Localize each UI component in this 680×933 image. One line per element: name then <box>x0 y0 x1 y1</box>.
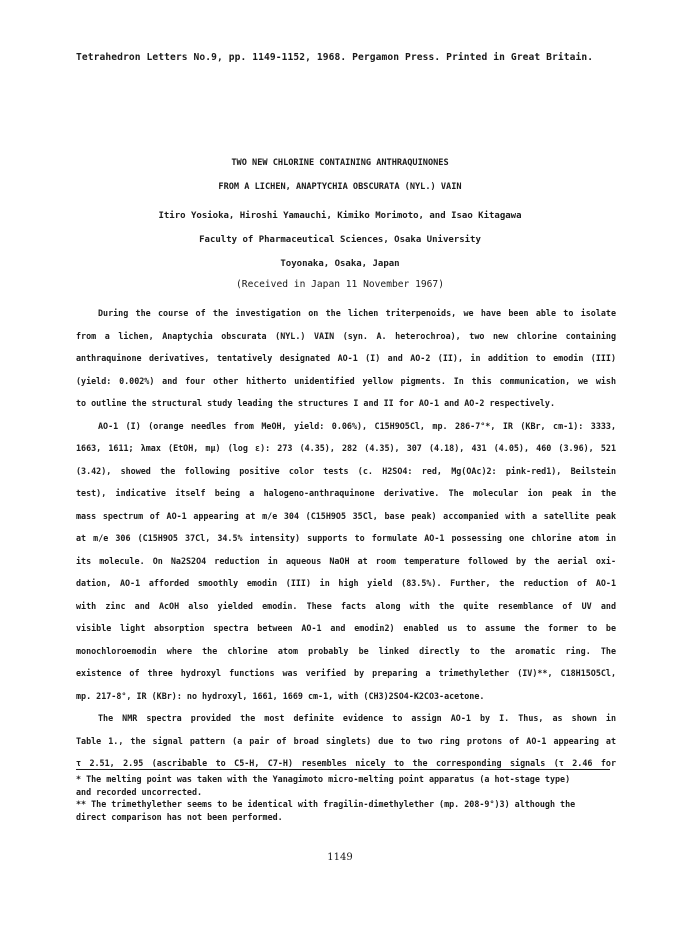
title-line-1: TWO NEW CHLORINE CONTAINING ANTHRAQUINONES <box>231 158 449 168</box>
body-line: Table 1., the signal pattern (a pair of broad singlets) due to two ring protons of AO-1 appearing at <box>76 735 616 746</box>
title-line-2: FROM A LICHEN, ANAPTYCHIA OBSCURATA (NYL.) VAIN <box>218 182 462 192</box>
location: Toyonaka, Osaka, Japan <box>280 259 400 269</box>
body-line: from a lichen, Anaptychia obscurata (NYL.) VAIN (syn. A. heterochroa), two new chlorine containing <box>76 330 616 341</box>
page-number: 1149 <box>327 852 353 863</box>
body-line: its molecule. On Na2S2O4 reduction in aqueous NaOH at room temperature followed by the aerial oxi- <box>76 555 616 566</box>
body-line: existence of three hydroxyl functions was verified by preparing a trimethylether (IV)**, C18H15O5Cl, <box>76 668 616 678</box>
footnotes <box>76 773 616 823</box>
body-line: During the course of the investigation on the lichen triterpenoids, we have been able to isolate <box>98 308 616 318</box>
body-line: (yield: 0.002%) and four other hitherto unidentified yellow pigments. In this communication, we wish <box>76 375 616 386</box>
body-line: AO-1 (I) (orange needles from MeOH, yield: 0.06%), C15H9O5Cl, mp. 286-7°*, IR (KBr, cm-1): 3333, <box>98 420 616 431</box>
body-line: mass spectrum of AO-1 appearing at m/e 304 (C15H9O5 35Cl, base peak) accompanied with a satellite peak <box>76 510 616 521</box>
body-line: anthraquinone derivatives, tentatively designated AO-1 (I) and AO-2 (II), in addition to emodin (III) <box>76 353 616 363</box>
footnote-divider <box>76 769 610 770</box>
footnote-line: direct comparison has not been performed. <box>76 811 283 822</box>
body-line: The NMR spectra provided the most definite evidence to assign AO-1 by I. Thus, as shown in <box>98 713 616 723</box>
body-line: mp. 217-8°, IR (KBr): no hydroxyl, 1661, 1669 cm-1, with (CH3)2SO4-K2CO3-acetone. <box>76 690 485 701</box>
journal-header: Tetrahedron Letters No.9, pp. 1149-1152, 1968. Pergamon Press. Printed in Great Britain. <box>76 52 594 63</box>
body-line: to outline the structural study leading the structures I and II for AO-1 and AO-2 respectively. <box>76 398 556 408</box>
body-line: τ 2.51, 2.95 (ascribable to C5-H, C7-H) resembles nicely to the corresponding signals (τ 2.46 for <box>76 758 616 768</box>
received-date: (Received in Japan 11 November 1967) <box>236 279 444 290</box>
body-line: test), indicative itself being a halogeno-anthraquinone derivative. The molecular ion peak in the <box>76 488 616 498</box>
body-line: monochloroemodin where the chlorine atom probably be linked directly to the aromatic ring. The <box>76 645 616 656</box>
body-line: with zinc and AcOH also yielded emodin. These facts along with the quite resemblance of UV and <box>76 600 616 611</box>
body-line: (3.42), showed the following positive color tests (c. H2SO4: red, Mg(OAc)2: pink-red1), Beilstein <box>76 465 616 476</box>
footnote-line: * The melting point was taken with the Yanagimoto micro-melting point apparatus (a hot-stage type) <box>76 774 571 784</box>
authors: Itiro Yosioka, Hiroshi Yamauchi, Kimiko Morimoto, and Isao Kitagawa <box>158 211 522 221</box>
footnote-line: ** The trimethylether seems to be identical with fragilin-dimethylether (mp. 208-9°)3) although the <box>76 799 576 809</box>
affiliation: Faculty of Pharmaceutical Sciences, Osaka University <box>199 235 481 245</box>
body-line: at m/e 306 (C15H9O5 37Cl, 34.5% intensity) supports to formulate AO-1 possessing one chlorine atom in <box>76 533 616 543</box>
body-line: dation, AO-1 afforded smoothly emodin (III) in high yield (83.5%). Further, the reduction of AO-1 <box>76 578 616 588</box>
footnote-line: and recorded uncorrected. <box>76 786 203 797</box>
body-line: 1663, 1611; λmax (EtOH, mμ) (log ε): 273 (4.35), 282 (4.35), 307 (4.18), 431 (4.05), 460 (3.96), 521 <box>76 443 616 453</box>
body-text <box>76 302 616 775</box>
body-line: visible light absorption spectra between AO-1 and emodin2) enabled us to assume the former to be <box>76 623 616 633</box>
